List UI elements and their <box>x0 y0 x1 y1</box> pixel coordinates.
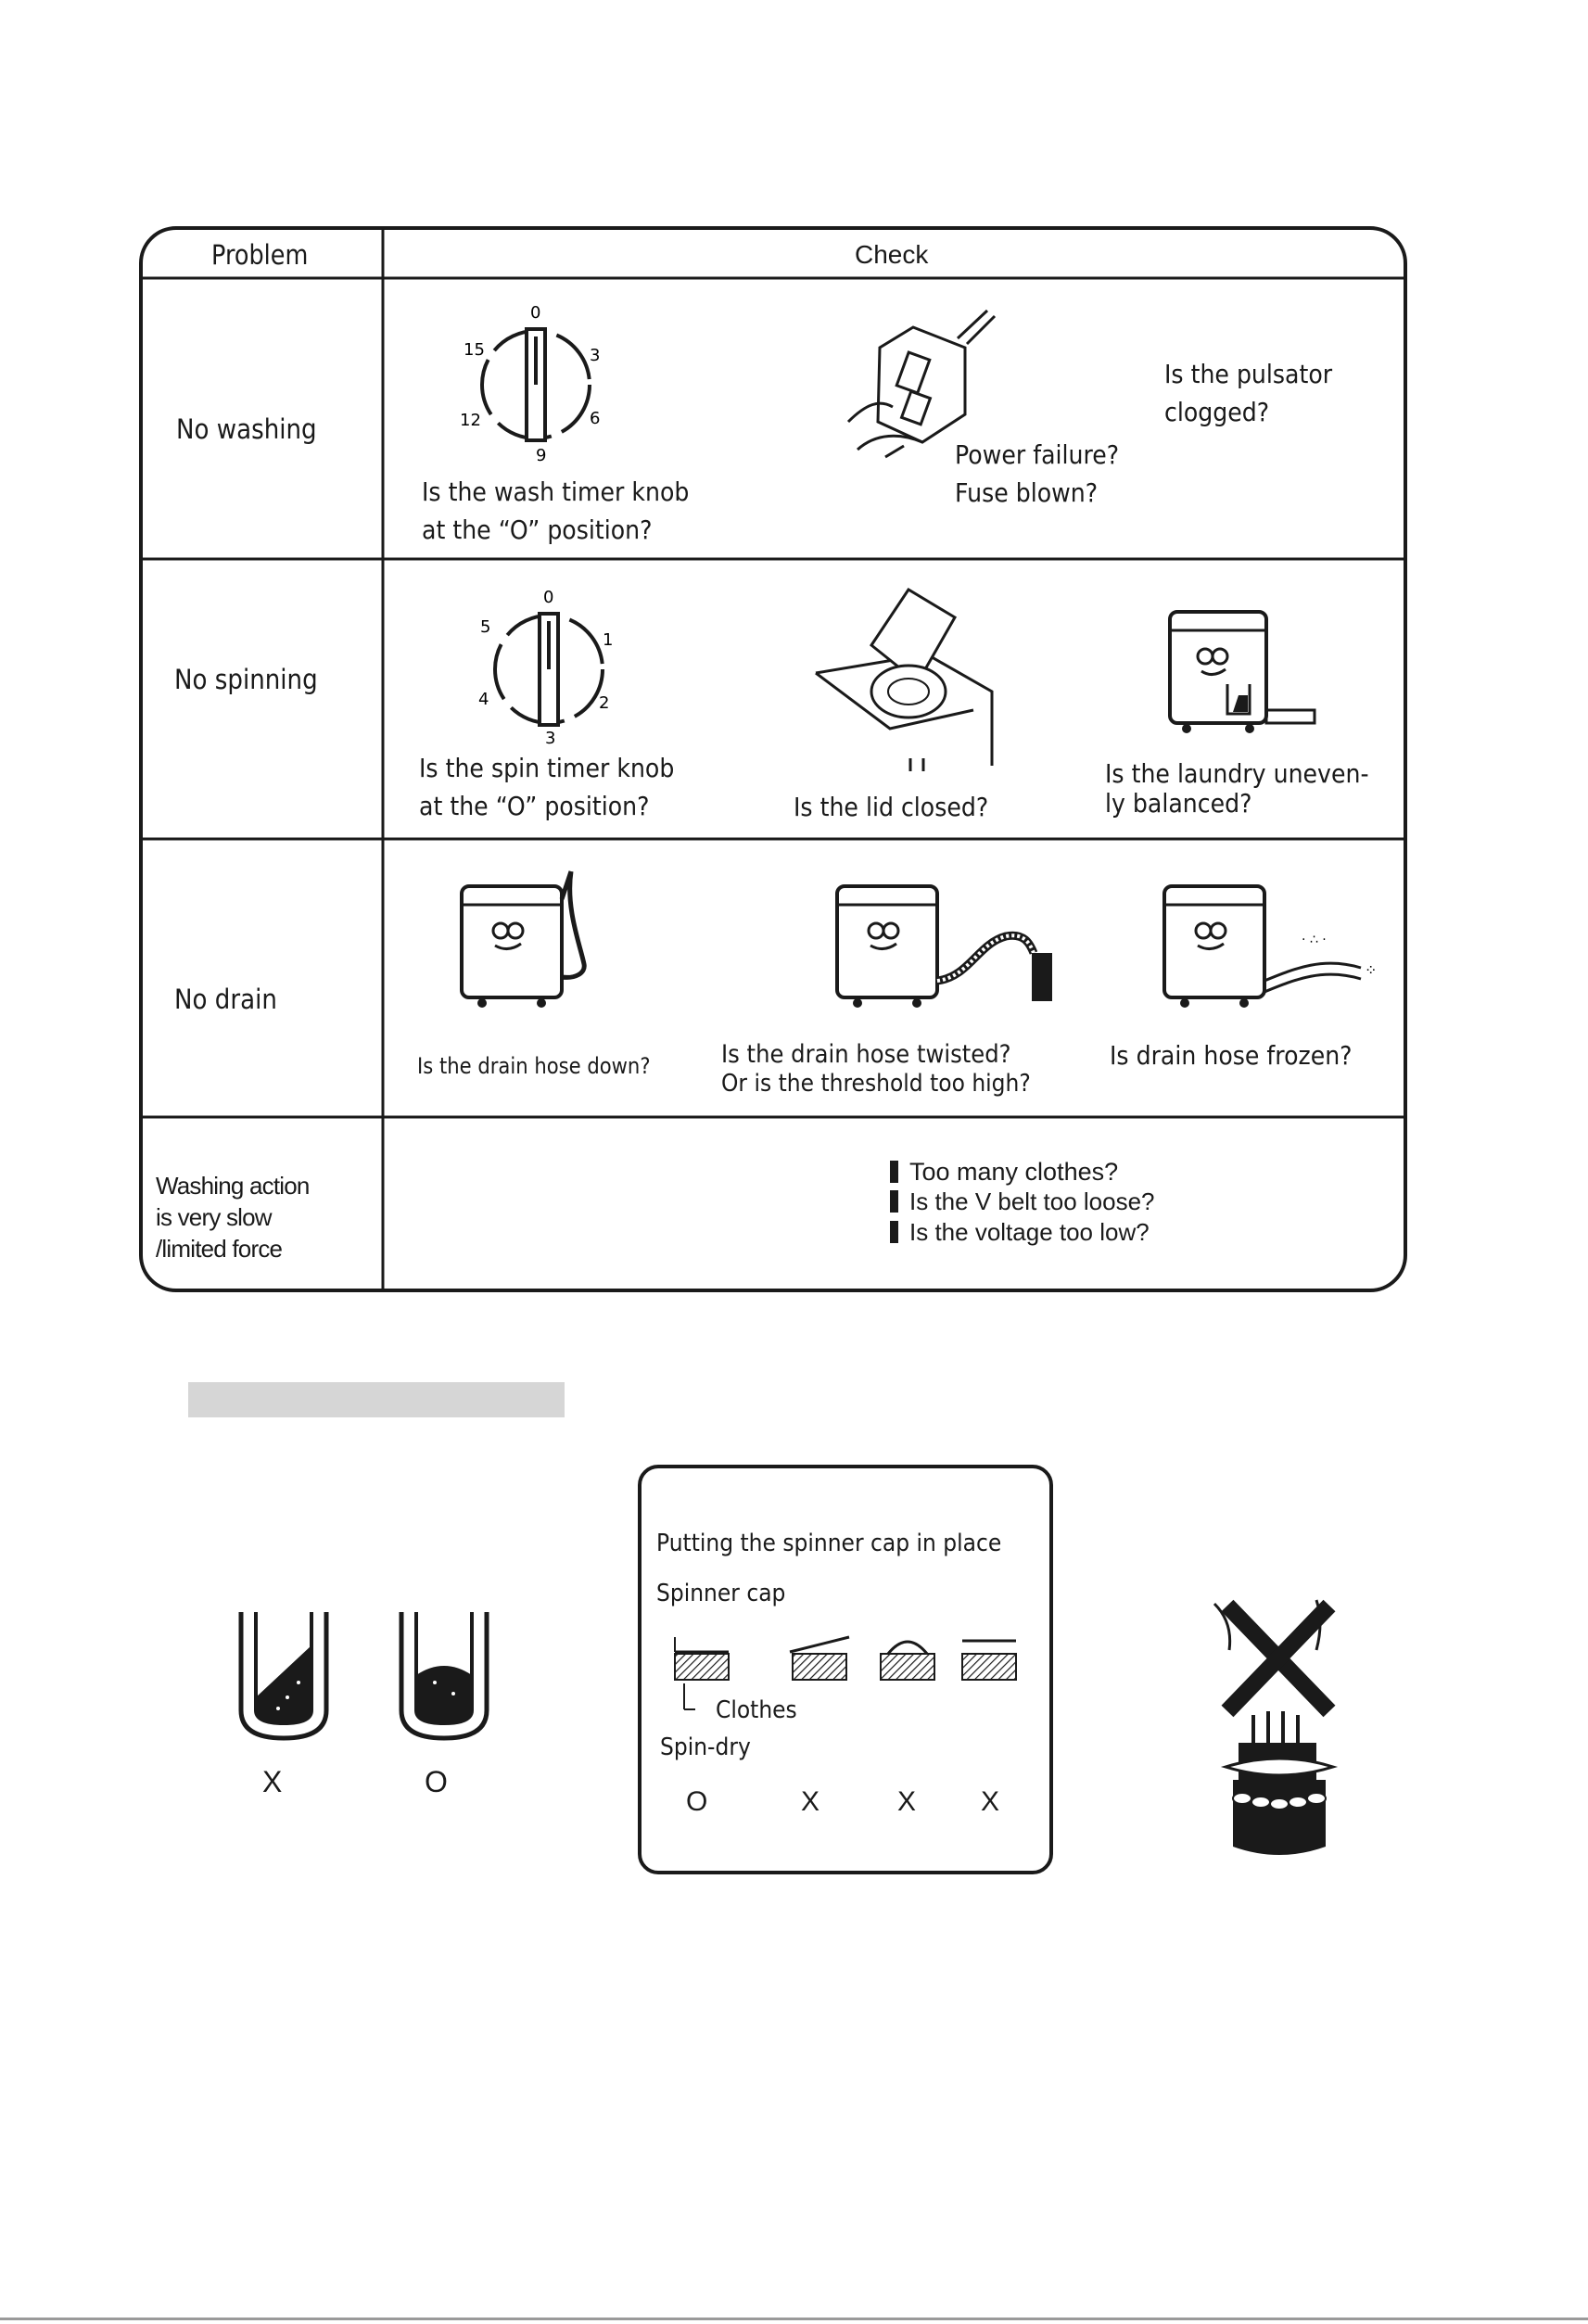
bullet-mark <box>890 1190 898 1213</box>
spin-timer-dial-icon <box>464 584 649 751</box>
cap-mark-4: X <box>981 1786 1000 1817</box>
cap-mark-2: X <box>801 1786 820 1817</box>
clothes-label: Clothes <box>716 1696 797 1724</box>
check-lid-closed: Is the lid closed? <box>794 792 989 822</box>
washer-hose-twisted-icon <box>830 879 1061 1009</box>
bullet-text: Too many clothes? <box>909 1158 1119 1186</box>
bullet-voltage <box>890 1218 1150 1247</box>
no-hand-press-icon <box>1205 1594 1353 1873</box>
washer-unbalanced-icon <box>1161 603 1318 742</box>
problem-slow-line1: Washing action <box>156 1172 310 1200</box>
check-wash-timer-1: Is the wash timer knob <box>422 476 690 507</box>
check-hose-frozen: Is drain hose frozen? <box>1110 1040 1353 1071</box>
problem-no-washing: No washing <box>176 413 317 445</box>
cap-mark-3: X <box>897 1786 917 1817</box>
dial-num-6: 6 <box>590 409 601 428</box>
tub-label-o: O <box>425 1765 448 1798</box>
problem-no-spinning: No spinning <box>174 664 318 695</box>
dial-num-3: 3 <box>590 346 601 365</box>
problem-slow-line3: /limited force <box>156 1235 283 1263</box>
check-threshold: Or is the threshold too high? <box>721 1070 1031 1098</box>
svg-text:· ∴ ·: · ∴ · <box>1302 933 1327 947</box>
open-lid-icon <box>816 590 1001 775</box>
check-pulsator-2: clogged? <box>1164 397 1270 427</box>
bullet-text: Is the voltage too low? <box>909 1218 1150 1246</box>
check-spin-timer-1: Is the spin timer knob <box>419 753 675 783</box>
dial-num-9: 9 <box>536 446 547 465</box>
dial-num-12: 12 <box>460 411 481 430</box>
spin-dial-num-3: 3 <box>545 729 556 748</box>
section-heading-bar <box>188 1382 565 1417</box>
bullet-mark <box>890 1161 898 1183</box>
bullet-text: Is the V belt too loose? <box>909 1187 1155 1215</box>
spinner-cap-icon <box>667 1624 1020 1698</box>
dial-num-0: 0 <box>530 303 541 323</box>
spinner-cap-title: Putting the spinner cap in place <box>656 1530 1002 1557</box>
bullet-mark <box>890 1221 898 1243</box>
check-fuse-blown: Fuse blown? <box>955 477 1099 508</box>
check-pulsator-1: Is the pulsator <box>1164 359 1333 389</box>
wash-timer-dial-icon <box>426 301 612 468</box>
spinner-cap-label: Spinner cap <box>656 1580 786 1607</box>
problem-no-drain: No drain <box>174 984 277 1015</box>
spin-dial-num-4: 4 <box>478 690 489 709</box>
washer-hose-frozen-icon <box>1157 879 1389 1009</box>
problem-slow-line2: is very slow <box>156 1203 272 1231</box>
bullet-too-many-clothes <box>890 1157 1118 1187</box>
header-check: Check <box>855 240 929 269</box>
check-hose-twisted: Is the drain hose twisted? <box>721 1040 1011 1069</box>
tub-even-icon <box>392 1608 503 1747</box>
spin-dial-num-5: 5 <box>480 617 491 637</box>
cap-mark-1: O <box>686 1786 708 1817</box>
spin-dial-num-1: 1 <box>603 630 614 650</box>
bullet-v-belt <box>890 1187 1155 1216</box>
check-power-failure: Power failure? <box>955 439 1120 470</box>
spin-dial-num-2: 2 <box>599 693 610 713</box>
spin-dry-label: Spin-dry <box>660 1733 751 1761</box>
svg-text:⁘: ⁘ <box>1365 961 1378 979</box>
check-wash-timer-2: at the “O” position? <box>422 514 653 545</box>
fuse-box-icon <box>848 311 1006 459</box>
header-problem: Problem <box>211 239 309 271</box>
check-spin-timer-2: at the “O” position? <box>419 791 650 821</box>
dial-num-15: 15 <box>464 340 485 360</box>
check-unbalanced-2: ly balanced? <box>1105 788 1252 819</box>
page-bottom-rule <box>0 2318 1588 2320</box>
check-hose-down: Is the drain hose down? <box>417 1053 651 1079</box>
check-unbalanced-1: Is the laundry uneven- <box>1105 758 1369 789</box>
tub-label-x: X <box>262 1765 283 1798</box>
washer-hose-down-icon <box>454 862 603 1010</box>
spin-dial-num-0: 0 <box>543 588 554 607</box>
tub-uneven-icon <box>232 1608 343 1747</box>
